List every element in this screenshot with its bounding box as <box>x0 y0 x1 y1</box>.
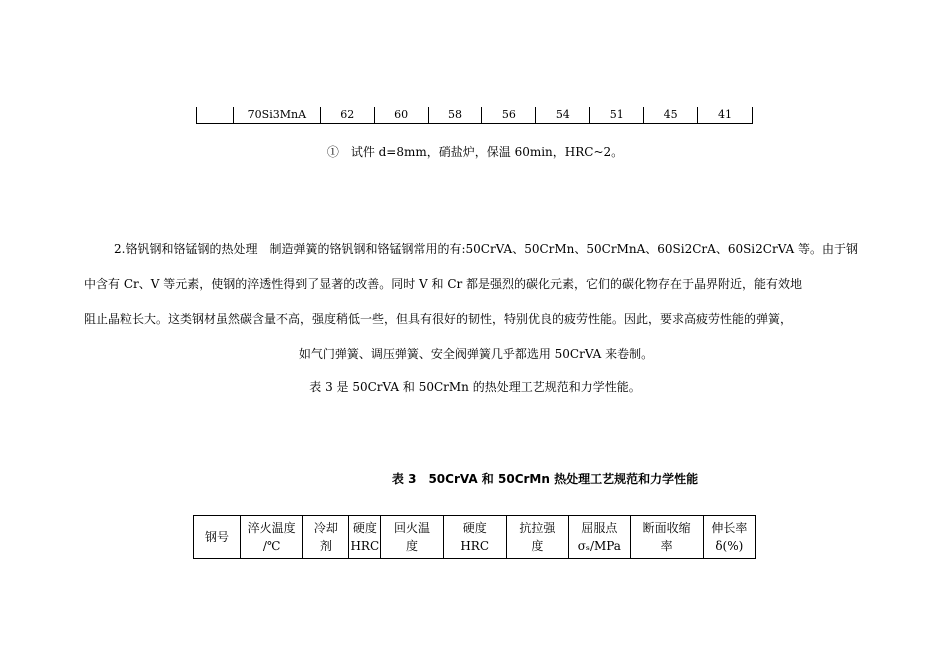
header-label: 钢号 <box>204 530 229 544</box>
table-cell: 45 <box>644 107 698 124</box>
table-cell <box>197 107 234 124</box>
header-elongation <box>703 516 755 559</box>
header-unit: HRC <box>350 539 380 553</box>
header-label: 度 <box>405 539 418 553</box>
header-unit: σₛ/MPa <box>577 539 621 553</box>
hardness-table-continuation <box>196 107 753 124</box>
table-cell: 54 <box>536 107 590 124</box>
table-cell: 60 <box>374 107 428 124</box>
header-unit: δ(%) <box>715 539 744 553</box>
header-label: 断面收缩 <box>642 521 691 535</box>
table-caption: 表 3 50CrVA 和 50CrMn 热处理工艺规范和力学性能 <box>391 472 699 486</box>
paragraph-line: 阻止晶粒长大。这类钢材虽然碳含量不高，强度稍低一些，但具有很好的韧性，特别优良的疲劳性能。因此，要求高疲劳性能的弹簧， <box>84 312 793 326</box>
header-coolant <box>303 516 349 559</box>
header-unit: HRC <box>460 539 490 553</box>
header-label: 硬度 <box>352 521 377 535</box>
paragraph-line: 2.铬钒钢和铬锰钢的热处理 制造弹簧的铬钒钢和铬锰钢常用的有:50CrVA、50CrMn、50CrMnA、60Si2CrA、60Si2CrVA 等。由于钢 <box>114 242 859 256</box>
table-reference-sentence: 表 3 是 50CrVA 和 50CrMn 的热处理工艺规范和力学性能。 <box>309 380 641 394</box>
header-label: 冷却 <box>313 521 338 535</box>
body-paragraph <box>84 232 868 372</box>
header-label: 回火温 <box>393 521 430 535</box>
header-label: 剂 <box>319 539 332 553</box>
header-label: 率 <box>660 539 673 553</box>
paragraph-line: 如气门弹簧、调压弹簧、安全阀弹簧几乎都选用 50CrVA 来卷制。 <box>298 347 654 361</box>
header-unit: /℃ <box>262 539 281 553</box>
steel-grade-cell: 70Si3MnA <box>233 107 320 124</box>
header-area-reduction <box>630 516 703 559</box>
header-yield-point <box>569 516 630 559</box>
table-cell: 58 <box>428 107 482 124</box>
table-header-row <box>194 516 756 559</box>
header-hardness <box>349 516 381 559</box>
table-cell: 62 <box>320 107 374 124</box>
header-tensile-strength <box>506 516 568 559</box>
header-quench-temp <box>240 516 302 559</box>
paragraph-line: 中含有 Cr、V 等元素，使钢的淬透性得到了显著的改善。同时 V 和 Cr 都是强烈的碳化元素，它们的碳化物存在于晶界附近，能有效地 <box>84 277 803 291</box>
header-label: 度 <box>531 539 544 553</box>
header-hardness-after <box>443 516 506 559</box>
header-label: 伸长率 <box>711 521 748 535</box>
header-steel-grade <box>194 516 241 559</box>
header-label: 抗拉强 <box>519 521 556 535</box>
table-cell: 56 <box>482 107 536 124</box>
header-label: 淬火温度 <box>247 521 296 535</box>
table-cell: 51 <box>590 107 644 124</box>
table-row <box>197 107 753 124</box>
table-footnote: ① 试件 d=8mm，硝盐炉，保温 60min，HRC~2。 <box>326 145 624 159</box>
header-label: 硬度 <box>462 521 487 535</box>
header-label: 屈服点 <box>581 521 618 535</box>
header-temper-temp <box>381 516 443 559</box>
heat-treatment-table <box>193 515 756 559</box>
table-cell: 41 <box>698 107 753 124</box>
